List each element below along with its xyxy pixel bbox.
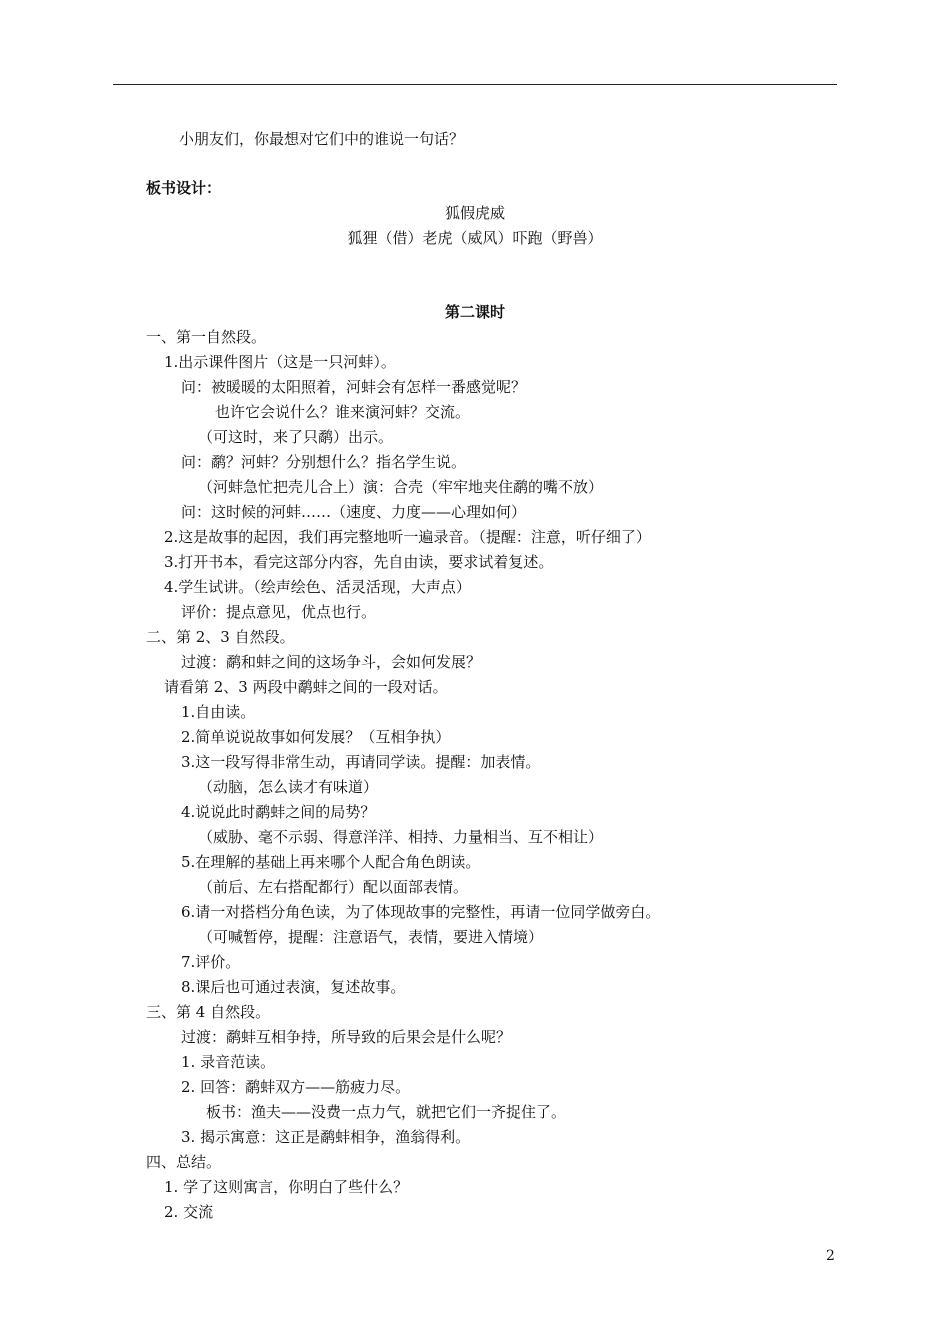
list-item: 过渡：鹬和蚌之间的这场争斗，会如何发展？ (181, 653, 482, 671)
list-item: 问：鹬？河蚌？分别想什么？指名学生说。 (181, 453, 467, 471)
intro-question: 小朋友们，你最想对它们中的谁说一句话？ (179, 130, 465, 148)
list-item: 也许它会说什么？谁来演河蚌？交流。 (215, 403, 471, 421)
board-design-heading: 板书设计： (146, 179, 222, 197)
lesson-title: 第二课时 (444, 303, 505, 321)
list-item: （可这时，来了只鹬）出示。 (198, 428, 394, 446)
list-item: 2.这是故事的起因，我们再完整地听一遍录音。（提醒：注意，听仔细了） (164, 528, 651, 546)
list-item: 问：这时候的河蚌……（速度、力度——心理如何） (181, 503, 527, 521)
list-item: 请看第 2、3 两段中鹬蚌之间的一段对话。 (164, 678, 448, 696)
list-item: 8.课后也可通过表演，复述故事。 (181, 978, 406, 996)
list-item: （河蚌急忙把壳儿合上）演：合壳（牢牢地夹住鹬的嘴不放） (198, 478, 604, 496)
list-item: 6.请一对搭档分角色读，为了体现故事的完整性，再请一位同学做旁白。 (181, 903, 661, 921)
list-item: （前后、左右搭配都行）配以面部表情。 (198, 878, 469, 896)
list-item: 3. 揭示寓意：这正是鹬蚌相争，渔翁得利。 (181, 1128, 471, 1146)
board-line: 狐狸（借）老虎（威风）吓跑（野兽） (347, 229, 603, 247)
list-item: 1.出示课件图片（这是一只河蚌）。 (164, 353, 396, 371)
list-item: （威胁、毫不示弱、得意洋洋、相持、力量相当、互不相让） (198, 828, 604, 846)
section-heading: 二、第 2、3 自然段。 (146, 628, 295, 646)
list-item: 1. 学了这则寓言，你明白了些什么？ (164, 1178, 409, 1196)
list-item: 4.说说此时鹬蚌之间的局势？ (181, 803, 376, 821)
page-number: 2 (826, 1248, 835, 1264)
header-rule (113, 84, 837, 85)
list-item: 1. 录音范读。 (181, 1053, 276, 1071)
list-item: 3.这一段写得非常生动，再请同学读。提醒：加表情。 (181, 753, 541, 771)
section-heading: 三、第 4 自然段。 (146, 1003, 271, 1021)
list-item: 7.评价。 (181, 953, 241, 971)
list-item: 5.在理解的基础上再来哪个人配合角色朗读。 (181, 853, 481, 871)
section-heading: 四、总结。 (146, 1153, 222, 1171)
list-item: 3.打开书本，看完这部分内容，先自由读，要求试着复述。 (164, 553, 554, 571)
list-item: 板书：渔夫——没费一点力气，就把它们一齐捉住了。 (206, 1103, 567, 1121)
board-title: 狐假虎威 (444, 204, 505, 222)
list-item: （可喊暂停，提醒：注意语气，表情，要进入情境） (198, 928, 544, 946)
section-heading: 一、第一自然段。 (146, 328, 267, 346)
list-item: 评价：提点意见，优点也行。 (181, 603, 377, 621)
list-item: 4.学生试讲。（绘声绘色、活灵活现，大声点） (164, 578, 471, 596)
list-item: 2. 回答：鹬蚌双方——筋疲力尽。 (181, 1078, 411, 1096)
list-item: 1.自由读。 (181, 703, 256, 721)
list-item: 2.简单说说故事如何发展？（互相争执） (181, 728, 451, 746)
list-item: 2. 交流 (164, 1203, 214, 1221)
list-item: 过渡：鹬蚌互相争持，所导致的后果会是什么呢？ (181, 1028, 512, 1046)
list-item: （动脑，怎么读才有味道） (198, 778, 379, 796)
list-item: 问：被暖暖的太阳照着，河蚌会有怎样一番感觉呢？ (181, 378, 527, 396)
